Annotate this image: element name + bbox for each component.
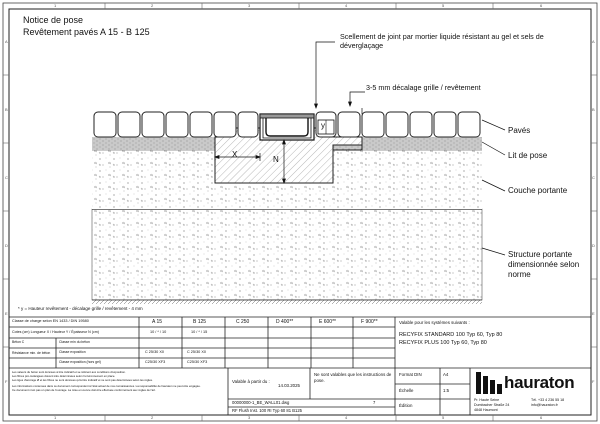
disclaimer-2: Les fibres pré-mélangées doivent être déterminées selon l'environnement en place. (12, 374, 116, 378)
page-subtitle: Revêtement pavés A 15 - B 125 (23, 27, 150, 37)
disclaimer-4: Les informations contenues dans ce document correspondent à l'état actuel de nos connaissances. La responsabilité de hauraton ne peut être engagée. (12, 384, 201, 388)
page-title: Notice de pose (23, 15, 84, 25)
dim-x-label: X (232, 150, 238, 159)
pavers-left (94, 112, 258, 137)
address-2: Dumbacher Straße 24 (474, 403, 510, 407)
subbase-layer (92, 209, 482, 300)
class-b125: B 125 (193, 319, 207, 325)
email: info@hauraton.fr (531, 403, 558, 407)
row3-label: Résistance min. de béton (12, 351, 51, 355)
format-value: A4 (443, 372, 449, 377)
frame-col-4: 4 (345, 3, 348, 8)
instructions-note: Ne sont valables que les instructions de pose. (314, 372, 392, 383)
brand-name: hauraton (504, 373, 575, 392)
frame-row-b-right: B (592, 107, 595, 112)
row4-a15: C25/30 XF3 (145, 360, 166, 364)
class-f900: F 900** (361, 319, 378, 325)
frame-row-f: F (5, 379, 8, 384)
pavers-right (316, 112, 480, 137)
row2-sub: Classe min du béton (59, 340, 90, 344)
dim-n-label: N (273, 155, 279, 164)
frame-col-3: 3 (248, 3, 251, 8)
frame-col-4-bottom: 4 (345, 415, 348, 420)
scale-label: Échelle (399, 388, 414, 393)
row4-b125: C25/30 XF3 (187, 360, 208, 364)
frame-row-d-right: D (592, 243, 595, 248)
frame-row-d: D (5, 243, 8, 248)
class-e600: E 600** (319, 319, 336, 325)
frame-row-a-right: A (592, 39, 595, 44)
valid-from-date: 14.03.2025 (278, 383, 300, 388)
frame-col-6-bottom: 6 (540, 415, 543, 420)
frame-col-2-bottom: 2 (151, 415, 154, 420)
frame-col-2: 2 (151, 3, 154, 8)
frame-row-a: A (5, 39, 8, 44)
frame-row-c-right: C (592, 175, 595, 180)
class-a15: A 15 (152, 319, 163, 325)
frame-col-6: 6 (540, 3, 543, 8)
subbase-label-1: Structure portante (508, 250, 573, 259)
hauraton-logo (476, 370, 588, 396)
frame-row-c: C (5, 175, 8, 180)
address-3: 4848 Haumont (474, 408, 498, 412)
pavers-label: Pavés (508, 126, 531, 135)
row1-a15: 10 / * / 10 (150, 330, 167, 334)
frame-row-f-right: F (592, 379, 595, 384)
valid-systems-header: Valable pour les systèmes suivants : (399, 320, 470, 325)
disclaimer-5: Ce document n'est pas un plan de l'ouvrage. La mise en œuvre doit être effectuée conformément aux règles de l'art. (12, 388, 156, 392)
class-header: Classe de charge selon EN 1433 / DIN 19580 (12, 319, 89, 323)
disclaimer-1: Les valeurs du béton sont données à titre indicatif et se réfèrent aux conditions d'exposition. (12, 370, 126, 374)
row3-sub: Classe exposition (59, 350, 86, 354)
base-label: Couche portante (508, 186, 568, 195)
offset-callout: 3-5 mm décalage grille / revêtement (366, 83, 481, 92)
sealing-callout: Scellement de joint par mortier liquide résistant au gel et sels de déverglaçage (340, 32, 544, 51)
address-1: Pr. Haute Seine (474, 398, 500, 402)
dim-y-label: y (321, 121, 325, 130)
frame-col-1: 1 (54, 3, 57, 8)
frame-col-5-bottom: 5 (442, 415, 445, 420)
row3-a15: C 25/30 X0 (145, 350, 164, 354)
bedding-label: Lit de pose (508, 151, 548, 160)
row3-b125: C 25/30 X0 (187, 350, 206, 354)
subbase-label-2: dimensionnée selon (508, 260, 580, 269)
drainage-channel (260, 114, 314, 140)
scale-value: 1:5 (443, 388, 450, 393)
row1-b125: 10 / * / 15 (191, 330, 208, 334)
frame-row-e-right: E (592, 311, 595, 316)
row1-label: Cotes (cm) Longueur X / Hauteur Y / Épaisseur N (cm) (12, 330, 99, 334)
row2-label: Béton C (12, 340, 25, 344)
class-c250: C 250 (236, 319, 250, 325)
valid-from-label: Valable à partir du : (232, 379, 270, 384)
frame-row-e: E (5, 311, 8, 316)
valid-system-2: RECYFIX PLUS 100 Typ 60, Typ 80 (399, 340, 487, 346)
frame-row-b: B (5, 107, 8, 112)
frame-col-5: 5 (442, 3, 445, 8)
sheet-number: 7 (373, 400, 376, 405)
frame-col-3-bottom: 3 (248, 415, 251, 420)
subbase-label-3: norme (508, 270, 531, 279)
row4-sub: Classe exposition (hors gel) (59, 360, 101, 364)
phone: Tél. +33 4 236 55 18 (531, 398, 565, 402)
valid-system-1: RECYFIX STANDARD 100 Typ 60, Typ 80 (399, 332, 503, 338)
frame-col-1-bottom: 1 (54, 415, 57, 420)
edition-label: Édition (399, 403, 413, 408)
height-note: * y = Hauteur revêtement - décalage grille / revêtement - 4 mm (18, 306, 143, 311)
soil-edge (92, 300, 482, 304)
document-id: 00000000-1_BE_WALL01.dwg (232, 400, 290, 405)
disclaimer-3: Les tiges d'ancrage Ø et les fibres ne sont données qu'à titre indicatif et ne sont pas déterminées selon les règles. (12, 378, 153, 382)
logo-mark-icon (476, 372, 502, 394)
revision-line: RF Flush Inst. 100 RI Typ 60 81 B125 (232, 408, 302, 413)
format-label: Format DIN (399, 372, 422, 377)
class-d400: D 400** (276, 319, 294, 325)
